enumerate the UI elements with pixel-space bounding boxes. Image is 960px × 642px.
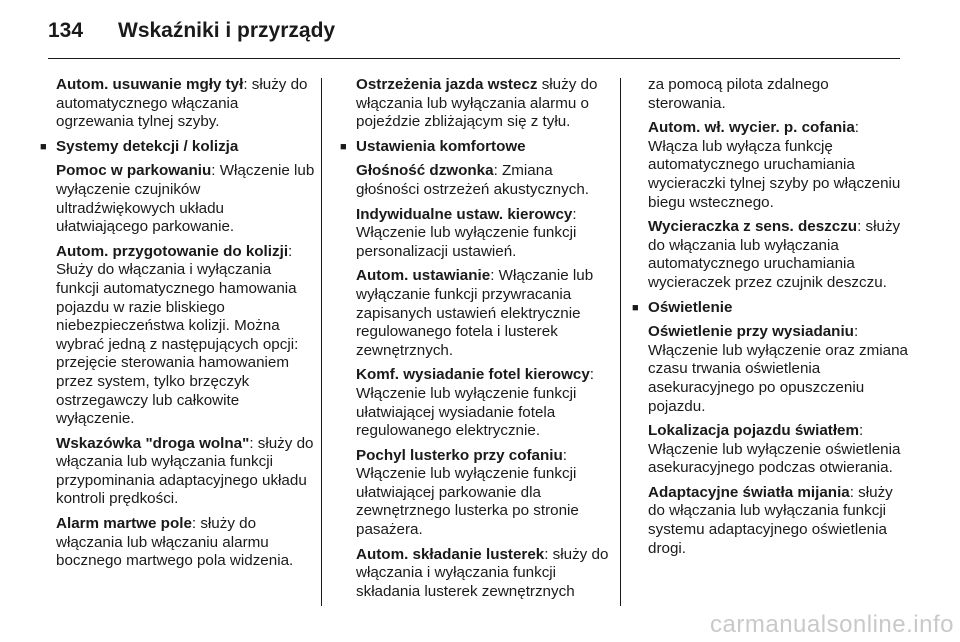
setting-term: Lokalizacja pojazdu światłem: [648, 422, 860, 440]
setting-description: [340, 162, 610, 199]
setting-term: Ostrzeżenia jazda wstecz: [356, 76, 538, 93]
setting-description: [40, 435, 316, 509]
column-divider: [620, 78, 621, 606]
page-number: 134: [48, 19, 84, 42]
setting-text: : służy do włączania lub wyłączania funkcji systemu adaptacyjnego oświetlenia drogi.: [648, 483, 893, 557]
setting-description: [340, 546, 610, 602]
setting-text: : służy do automatycznego włączania ogrzewania tylnej szyby.: [56, 76, 308, 131]
setting-description: [632, 422, 908, 478]
setting-term: Alarm martwe pole: [56, 515, 192, 533]
text-column-left: [40, 76, 316, 577]
setting-term: Autom. przygotowanie do kolizji: [56, 242, 289, 260]
setting-term: Komf. wysiadanie fotel kierowcy: [356, 366, 590, 384]
setting-description: [40, 162, 316, 236]
setting-term: Pochyl lusterko przy cofaniu: [356, 446, 563, 464]
section-heading: [40, 138, 316, 157]
setting-text: : Włączenie lub wyłączenie oświetlenia asekuracyjnego podczas otwierania.: [648, 422, 901, 477]
setting-term: Wskazówka "droga wolna": [56, 434, 250, 452]
setting-text: : służy do włączania lub wyłączania funkcji przypominania adaptacyjnego układu kontroli prędkości.: [56, 434, 314, 508]
section-heading: [632, 299, 908, 318]
setting-term: Autom. usuwanie mgły tył: [56, 76, 244, 93]
setting-text: : Włączenie lub wyłączenie funkcji ułatwiającej parkowanie dla zewnętrznego lusterka po stronie pasażera.: [356, 446, 579, 539]
setting-description: [632, 218, 908, 292]
header-rule: [48, 58, 900, 59]
page-header: [0, 0, 960, 60]
section-heading-label: Systemy detekcji / kolizja: [56, 137, 239, 155]
bullet-square-icon: ■: [40, 140, 47, 153]
setting-text: : Włączenie lub wyłączenie oraz zmiana czasu trwania oświetlenia asekuracyjnego po opuszczeniu pojazdu.: [648, 323, 908, 415]
setting-text: : służy do włączania lub włączaniu alarmu bocznego martwego pola widzenia.: [56, 515, 294, 570]
setting-text: : Służy do włączania i wyłączania funkcji automatycznego hamowania pojazdu w razie bliskiego niebezpieczeństwa kolizji. Można wybrać jedną z następujących opcji: przejęcie sterowania hamowaniem przez system, tylko brzęczyk ostrzegawczy lub całkowite wyłączenie.: [56, 242, 299, 428]
setting-term: Wycieraczka z sens. deszczu: [648, 218, 858, 236]
setting-text: : Włączenie lub wyłączenie funkcji ułatwiającej wysiadanie fotela regulowanego elektrycznie.: [356, 366, 595, 440]
setting-description: [340, 447, 610, 540]
setting-text: : Włączanie lub wyłączanie funkcji przywracania zapisanych ustawień elektrycznie regulowanego fotela i lusterek zewnętrznych.: [356, 267, 594, 359]
setting-description: [40, 515, 316, 571]
setting-term: Autom. ustawianie: [356, 267, 491, 285]
text-column-right: [632, 76, 908, 564]
section-heading: [340, 138, 610, 157]
setting-term: Oświetlenie przy wysiadaniu: [648, 323, 854, 341]
setting-term: Indywidualne ustaw. kierowcy: [356, 205, 573, 223]
setting-description: [340, 76, 610, 132]
setting-term: Pomoc w parkowaniu: [56, 162, 212, 180]
text-column-middle: [340, 76, 610, 607]
setting-term: Autom. wł. wycier. p. cofania: [648, 119, 855, 137]
setting-text: : służy do włączania i wyłączania funkcji składania lusterek zewnętrznych: [356, 545, 609, 600]
setting-term: Autom. składanie lusterek: [356, 545, 545, 563]
bullet-square-icon: ■: [340, 140, 347, 153]
setting-text: służy do włączania lub wyłączania alarmu o pojeździe zbliżającym się z tyłu.: [356, 76, 598, 131]
setting-text: : Włącza lub wyłącza funkcję automatycznego uruchamiania wycieraczki tylnej szyby po włączeniu biegu wstecznego.: [648, 119, 901, 211]
section-heading-label: Ustawienia komfortowe: [356, 137, 526, 155]
section-heading-label: Oświetlenie: [648, 298, 733, 316]
setting-description: [632, 484, 908, 558]
setting-description: [340, 366, 610, 440]
setting-text: : Włączenie lub wyłączenie funkcji personalizacji ustawień.: [356, 205, 577, 260]
setting-text: : Włączenie lub wyłączenie czujników ultradźwiękowych układu ułatwiającego parkowanie.: [56, 162, 315, 236]
setting-description: [40, 243, 316, 429]
setting-description: [340, 206, 610, 262]
setting-term: Głośność dzwonka: [356, 162, 494, 180]
setting-term: Adaptacyjne światła mijania: [648, 483, 850, 501]
setting-description: [632, 323, 908, 416]
setting-description: [632, 119, 908, 212]
setting-text: za pomocą pilota zdalnego sterowania.: [648, 76, 829, 112]
watermark-text: carmanualsonline.info: [710, 611, 954, 638]
bullet-square-icon: ■: [632, 301, 639, 314]
page-title: Wskaźniki i przyrządy: [118, 19, 336, 42]
column-divider: [321, 78, 322, 606]
setting-description: [40, 76, 316, 132]
setting-text: : służy do włączania lub wyłączania automatycznego uruchamiania wycieraczek przez czujnik deszczu.: [648, 218, 901, 291]
setting-description: [340, 267, 610, 360]
setting-description: [632, 76, 908, 113]
setting-text: : Zmiana głośności ostrzeżeń akustycznych.: [356, 162, 589, 198]
